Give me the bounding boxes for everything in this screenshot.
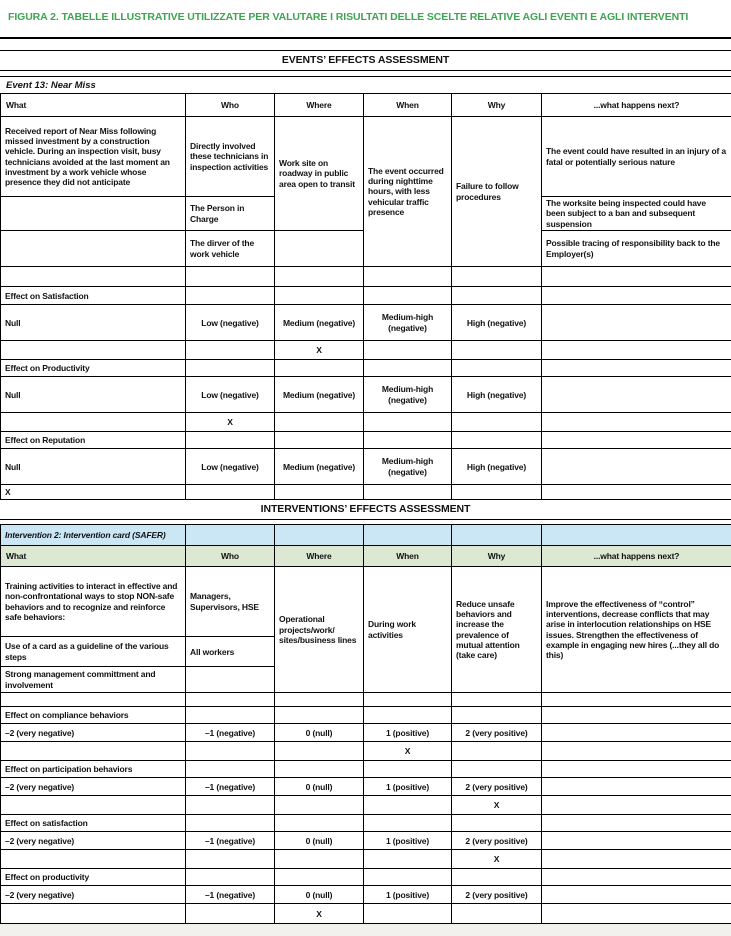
effect-label: Effect on participation behaviors (1, 761, 186, 778)
events-what-main: Received report of Near Miss following missed investment by a construction vehicle. During an inspection visit, busy technicians avoided at the last moment an investment by a work vehicle whose presence they did not anticipate (1, 117, 186, 197)
empty-cell (542, 832, 731, 850)
scale-high: High (negative) (452, 377, 542, 413)
empty-cell (364, 432, 452, 449)
effect-compliance-scale-row (1, 724, 731, 742)
effect-label: Effect on satisfaction (1, 815, 186, 832)
empty-cell (542, 360, 731, 377)
scale-medium: Medium (negative) (275, 305, 364, 341)
interventions-what-3: Strong management committment and involvement (1, 667, 186, 693)
x-mark: X (275, 341, 364, 360)
empty-cell (275, 287, 364, 305)
interventions-col-where: Where (275, 546, 364, 567)
events-header-row (1, 94, 731, 117)
empty-cell (186, 267, 275, 287)
empty-cell (542, 525, 731, 546)
empty-cell (452, 287, 542, 305)
empty-cell (542, 305, 731, 341)
empty-cell (542, 815, 731, 832)
effect-compliance-label-row (1, 707, 731, 724)
empty-cell (186, 815, 275, 832)
empty-cell (1, 796, 186, 815)
empty-cell (452, 413, 542, 432)
scale-very-positive: 2 (very positive) (452, 832, 542, 850)
x-mark: X (452, 850, 542, 869)
empty-cell (275, 815, 364, 832)
scale-null: Null (1, 449, 186, 485)
empty-cell (364, 341, 452, 360)
empty-cell (275, 525, 364, 546)
scale-low: Low (negative) (186, 377, 275, 413)
empty-cell (364, 869, 452, 886)
empty-cell (186, 485, 275, 500)
effect-productivity-x-row (1, 413, 731, 432)
scale-very-negative: –2 (very negative) (1, 886, 186, 904)
events-who-1: Directly involved these technicians in inspection activities (186, 117, 275, 197)
empty-cell (452, 742, 542, 761)
effect-reputation-label-row (1, 432, 731, 449)
effect-participation-label-row (1, 761, 731, 778)
effect-participation-scale-row (1, 778, 731, 796)
empty-cell (364, 815, 452, 832)
events-col-who: Who (186, 94, 275, 117)
scale-very-positive: 2 (very positive) (452, 724, 542, 742)
empty-cell (1, 231, 186, 267)
empty-cell (542, 267, 731, 287)
scale-zero: 0 (null) (275, 724, 364, 742)
empty-cell (364, 525, 452, 546)
empty-cell (275, 796, 364, 815)
empty-cell (1, 197, 186, 231)
scale-zero: 0 (null) (275, 832, 364, 850)
x-mark: X (275, 904, 364, 924)
empty-cell (452, 267, 542, 287)
interventions-table (0, 524, 731, 924)
events-where-cell: Work site on roadway in public area open to transit (275, 117, 364, 231)
empty-cell (275, 850, 364, 869)
interventions-banner: INTERVENTIONS’ EFFECTS ASSESSMENT (0, 499, 731, 520)
empty-cell (364, 287, 452, 305)
effect-satisfaction2-scale-row (1, 832, 731, 850)
scale-null: Null (1, 377, 186, 413)
empty-cell (186, 525, 275, 546)
empty-cell (275, 432, 364, 449)
scale-very-positive: 2 (very positive) (452, 886, 542, 904)
effect-participation-x-row (1, 796, 731, 815)
empty-cell (452, 693, 542, 707)
empty-cell (542, 886, 731, 904)
empty-cell (364, 850, 452, 869)
empty-cell (275, 360, 364, 377)
effect-productivity-scale-row (1, 377, 731, 413)
effect-productivity2-label-row (1, 869, 731, 886)
x-mark: X (186, 413, 275, 432)
empty-cell (542, 724, 731, 742)
empty-cell (542, 449, 731, 485)
interventions-spacer-row (1, 693, 731, 707)
events-who-2: The Person in Charge (186, 197, 275, 231)
scale-medium: Medium (negative) (275, 377, 364, 413)
empty-cell (542, 778, 731, 796)
events-col-why: Why (452, 94, 542, 117)
interventions-what-1: Training activities to interact in effective and non-confrontational ways to stop NON-safe behaviors and to recognize and reinforce safe behaviors: (1, 567, 186, 637)
empty-cell (186, 869, 275, 886)
scale-positive: 1 (positive) (364, 778, 452, 796)
empty-cell (364, 796, 452, 815)
empty-cell (186, 904, 275, 924)
interventions-why-cell: Reduce unsafe behaviors and increase the prevalence of mutual attention (take care) (452, 567, 542, 693)
scale-very-negative: –2 (very negative) (1, 778, 186, 796)
scale-very-negative: –2 (very negative) (1, 832, 186, 850)
effect-satisfaction-x-row (1, 341, 731, 360)
interventions-row-1 (1, 567, 731, 637)
events-table (0, 93, 731, 500)
empty-cell (542, 377, 731, 413)
title-rule (0, 37, 731, 39)
empty-cell (186, 693, 275, 707)
x-mark: X (452, 796, 542, 815)
event-subtitle: Event 13: Near Miss (0, 76, 731, 93)
interventions-who-1: Managers, Supervisors, HSE (186, 567, 275, 637)
empty-cell (186, 796, 275, 815)
scale-high: High (negative) (452, 449, 542, 485)
empty-cell (1, 413, 186, 432)
effect-productivity2-x-row (1, 904, 731, 924)
empty-cell (364, 693, 452, 707)
effect-productivity-label-row (1, 360, 731, 377)
effect-label: Effect on Satisfaction (1, 287, 186, 305)
empty-cell (452, 904, 542, 924)
empty-cell (364, 485, 452, 500)
effect-satisfaction-label-row (1, 287, 731, 305)
empty-cell (542, 341, 731, 360)
interventions-col-when: When (364, 546, 452, 567)
empty-cell (275, 693, 364, 707)
events-why-cell: Failure to follow procedures (452, 117, 542, 267)
interventions-col-next: ...what happens next? (542, 546, 731, 567)
x-mark: X (1, 485, 186, 500)
empty-cell (275, 761, 364, 778)
scale-positive: 1 (positive) (364, 724, 452, 742)
effect-satisfaction2-x-row (1, 850, 731, 869)
scale-positive: 1 (positive) (364, 832, 452, 850)
interventions-when-cell: During work activities (364, 567, 452, 693)
scale-very-negative: –2 (very negative) (1, 724, 186, 742)
empty-cell (1, 742, 186, 761)
empty-cell (186, 360, 275, 377)
empty-cell (364, 413, 452, 432)
empty-cell (542, 850, 731, 869)
empty-cell (186, 707, 275, 724)
empty-cell (364, 904, 452, 924)
scale-medium: Medium (negative) (275, 449, 364, 485)
interventions-col-who: Who (186, 546, 275, 567)
empty-cell (364, 360, 452, 377)
scale-medium-high: Medium-high (negative) (364, 377, 452, 413)
effect-reputation-scale-row (1, 449, 731, 485)
scale-medium-high: Medium-high (negative) (364, 305, 452, 341)
empty-cell (542, 869, 731, 886)
scale-low: Low (negative) (186, 449, 275, 485)
empty-cell (542, 904, 731, 924)
x-mark: X (364, 742, 452, 761)
intervention-subtitle-row (1, 525, 731, 546)
empty-cell (186, 761, 275, 778)
scale-zero: 0 (null) (275, 778, 364, 796)
empty-cell (364, 267, 452, 287)
empty-cell (452, 869, 542, 886)
empty-cell (452, 707, 542, 724)
scale-high: High (negative) (452, 305, 542, 341)
scale-medium-high: Medium-high (negative) (364, 449, 452, 485)
events-row-1 (1, 117, 731, 197)
events-spacer-row (1, 267, 731, 287)
interventions-who-2: All workers (186, 637, 275, 667)
empty-cell (542, 742, 731, 761)
empty-cell (275, 413, 364, 432)
effect-label: Effect on Reputation (1, 432, 186, 449)
interventions-col-why: Why (452, 546, 542, 567)
events-next-1: The event could have resulted in an injury of a fatal or potentially serious nature (542, 117, 731, 197)
empty-cell (452, 432, 542, 449)
events-banner: EVENTS’ EFFECTS ASSESSMENT (0, 50, 731, 71)
scale-zero: 0 (null) (275, 886, 364, 904)
effect-label: Effect on compliance behaviors (1, 707, 186, 724)
empty-cell (452, 525, 542, 546)
empty-cell (452, 815, 542, 832)
empty-cell (542, 287, 731, 305)
scale-negative: –1 (negative) (186, 778, 275, 796)
events-col-when: When (364, 94, 452, 117)
interventions-next-cell: Improve the effectiveness of “control” interventions, decrease conflicts that may arise in interlocution relationships on HSE issues. Strengthen the effectiveness of example in engaging new hires (...they all do this) (542, 567, 731, 693)
empty-cell (542, 413, 731, 432)
effect-productivity2-scale-row (1, 886, 731, 904)
intervention-subtitle: Intervention 2: Intervention card (SAFER) (1, 525, 186, 546)
empty-cell (452, 485, 542, 500)
interventions-where-cell: Operational projects/work/ sites/business lines (275, 567, 364, 693)
empty-cell (275, 485, 364, 500)
scale-positive: 1 (positive) (364, 886, 452, 904)
effect-label: Effect on productivity (1, 869, 186, 886)
scale-negative: –1 (negative) (186, 832, 275, 850)
scale-negative: –1 (negative) (186, 886, 275, 904)
empty-cell (275, 707, 364, 724)
events-col-next: ...what happens next? (542, 94, 731, 117)
empty-cell (275, 869, 364, 886)
effect-satisfaction-scale-row (1, 305, 731, 341)
empty-cell (1, 341, 186, 360)
empty-cell (186, 742, 275, 761)
empty-cell (364, 761, 452, 778)
empty-cell (452, 341, 542, 360)
scale-null: Null (1, 305, 186, 341)
scale-low: Low (negative) (186, 305, 275, 341)
empty-cell (542, 485, 731, 500)
events-col-where: Where (275, 94, 364, 117)
scale-negative: –1 (negative) (186, 724, 275, 742)
empty-cell (275, 231, 364, 267)
empty-cell (1, 904, 186, 924)
empty-cell (275, 742, 364, 761)
empty-cell (1, 267, 186, 287)
scale-very-positive: 2 (very positive) (452, 778, 542, 796)
effect-compliance-x-row (1, 742, 731, 761)
empty-cell (186, 667, 275, 693)
empty-cell (1, 850, 186, 869)
empty-cell (275, 267, 364, 287)
empty-cell (542, 761, 731, 778)
figure-title: FIGURA 2. TABELLE ILLUSTRATIVE UTILIZZATE PER VALUTARE I RISULTATI DELLE SCELTE RELATIVE AGLI EVENTI E AGLI INTERVENTI (0, 0, 731, 24)
events-who-3: The dirver of the work vehicle (186, 231, 275, 267)
page-footer-bar (0, 923, 731, 936)
effect-satisfaction2-label-row (1, 815, 731, 832)
interventions-header-row (1, 546, 731, 567)
events-col-what: What (1, 94, 186, 117)
effect-label: Effect on Productivity (1, 360, 186, 377)
empty-cell (542, 693, 731, 707)
empty-cell (1, 693, 186, 707)
interventions-what-2: Use of a card as a guideline of the various steps (1, 637, 186, 667)
empty-cell (542, 432, 731, 449)
empty-cell (542, 707, 731, 724)
interventions-col-what: What (1, 546, 186, 567)
empty-cell (542, 796, 731, 815)
events-when-cell: The event occurred during nighttime hours, with less vehicular traffic presence (364, 117, 452, 267)
empty-cell (452, 761, 542, 778)
events-next-3: Possible tracing of responsibility back to the Employer(s) (542, 231, 731, 267)
effect-reputation-x-row (1, 485, 731, 500)
empty-cell (186, 287, 275, 305)
empty-cell (364, 707, 452, 724)
empty-cell (452, 360, 542, 377)
empty-cell (186, 432, 275, 449)
empty-cell (186, 850, 275, 869)
empty-cell (186, 341, 275, 360)
events-next-2: The worksite being inspected could have been subject to a ban and subsequent suspension (542, 197, 731, 231)
